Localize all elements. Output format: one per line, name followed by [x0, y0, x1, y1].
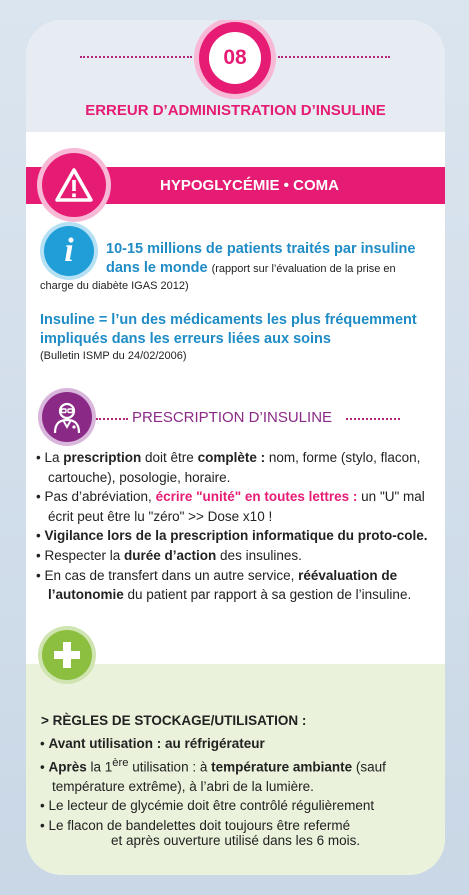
stat-insulin-source: (Bulletin ISMP du 24/02/2006)	[40, 350, 187, 362]
text-segment: un "U" mal écrit peut être lu "zéro" >> Dose x10 !	[48, 489, 425, 524]
text-superscript: ère	[112, 756, 129, 769]
text-segment: Pas d’abréviation,	[44, 489, 156, 505]
list-item: • Vigilance lors de la prescription informatique du proto-cole.	[36, 528, 428, 544]
list-item: • Le lecteur de glycémie doit être contrôlé régulièrement	[40, 798, 375, 814]
warning-triangle-icon	[42, 153, 106, 217]
text-bold: Vigilance lors de la prescription informatique du proto-cole.	[44, 528, 428, 544]
prescription-title: PRESCRIPTION D’INSULINE	[132, 409, 333, 426]
list-item: • Avant utilisation : au réfrigérateur	[40, 736, 265, 751]
text-segment: Le lecteur de glycémie doit être contrôlé régulièrement	[48, 798, 375, 814]
stat-patients-source-a: (rapport sur l’évaluation de la prise en	[211, 263, 396, 275]
stat-insulin	[40, 311, 440, 349]
text-bold: Après	[48, 759, 87, 775]
text-bold: réévaluation de l’autonomie	[48, 567, 398, 603]
text-segment: (sauf température extrême), à l’abri de la lumière.	[52, 759, 386, 794]
risk-banner-text: HYPOGLYCÉMIE • COMA	[160, 177, 339, 194]
text-segment: En cas de transfert dans un autre service,	[44, 567, 299, 583]
rules-item-continued: et après ouverture utilisé dans les 6 mois.	[111, 833, 361, 848]
text-bold: Avant utilisation : au réfrigérateur	[48, 736, 265, 751]
doctor-icon	[42, 392, 92, 442]
text-segment: nom, forme (stylo, flacon, cartouche), posologie, horaire.	[48, 450, 421, 485]
text-segment: Respecter la	[44, 547, 125, 563]
stat-patients	[106, 240, 441, 279]
rules-list	[40, 734, 435, 835]
section-divider-right	[346, 418, 400, 420]
section-divider-left	[96, 418, 128, 420]
divider-right	[278, 56, 390, 58]
plus-icon	[42, 630, 92, 680]
text-segment: La	[44, 450, 64, 465]
text-segment: utilisation : à	[128, 759, 212, 775]
stat-patients-source-b: charge du diabète IGAS 2012)	[40, 280, 189, 292]
list-item: • Respecter la durée d’action des insulines.	[36, 547, 302, 563]
page-title: ERREUR D’ADMINISTRATION D’INSULINE	[85, 102, 386, 119]
number-badge	[199, 22, 271, 94]
list-item: • La prescription doit être complète : nom, forme (stylo, flacon, cartouche), posologie, horaire.	[36, 450, 421, 485]
text-bold: prescription	[63, 450, 142, 465]
stat-patients-text: 10-15 millions de patients traités par insuline dans le monde	[106, 241, 416, 276]
text-bold: durée d’action	[124, 547, 217, 563]
divider-left	[80, 56, 192, 58]
text-segment: du patient par rapport à sa gestion de l’insuline.	[123, 587, 412, 603]
text-bold: complète :	[197, 450, 266, 465]
list-item: • Le flacon de bandelettes doit toujours être refermé	[40, 817, 351, 833]
info-card	[26, 20, 445, 875]
text-segment: la 1	[86, 759, 113, 775]
rules-title: > RÈGLES DE STOCKAGE/UTILISATION :	[41, 713, 307, 728]
list-item: • En cas de transfert dans un autre service, réévaluation de l’autonomie du patient par rapport à sa gestion de l’insuline.	[36, 567, 412, 603]
text-segment: doit être	[141, 450, 198, 465]
stat-insulin-text: Insuline = l’un des médicaments les plus fréquemment impliqués dans les erreurs liées aux soins	[40, 312, 417, 347]
text-segment: des insulines.	[216, 547, 302, 563]
info-icon: i	[44, 226, 94, 276]
text-highlight: écrire "unité" en toutes lettres :	[155, 489, 358, 505]
list-item: • Après la 1ère utilisation : à température ambiante (sauf température extrême), à l’abri de la lumière.	[40, 756, 386, 794]
text-segment: Le flacon de bandelettes doit toujours être refermé	[48, 817, 351, 833]
number-label: 08	[209, 32, 261, 84]
text-bold: température ambiante	[211, 759, 353, 775]
list-item: • Pas d’abréviation, écrire "unité" en toutes lettres : un "U" mal écrit peut être lu "zéro" >> Dose x10 !	[36, 489, 425, 524]
prescription-list	[36, 448, 436, 605]
